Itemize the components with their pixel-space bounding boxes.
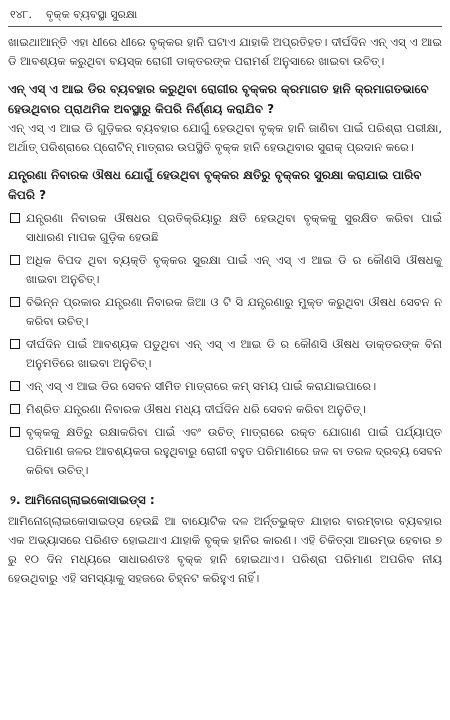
list-item xyxy=(8,423,442,480)
list-item-text: ବିଭିନ୍ନ ପ୍ରକାର ଯନ୍ତ୍ରଣା ନିବାରକ ଜିଆ ଓ ଟି ସି ଯନ୍ତ୍ରଣାରୁ ମୁକ୍ତ କରୁଥିବା ଔଷଧ ସେବନ ନ କରିବା ଉଚିତ୍। xyxy=(26,295,442,328)
list-item-text: ମିଶ୍ରିତ ଯନ୍ତ୍ରଣା ନିବାରକ ଔଷଧ ମଧ୍ୟ ଦୀର୍ଘଦିନ ଧରି ସେବନ କରିବା ଅନୁଚିତ୍। xyxy=(26,402,366,416)
page-header xyxy=(8,8,442,26)
list-item-text: ବୃକ୍କକୁ କ୍ଷତିରୁ ରକ୍ଷାକରିବା ପାଇଁ ଏବଂ ଉଚିତ୍ ମାତ୍ରାରେ ରକ୍ତ ଯୋଗାଣ ପାଇଁ ପର୍ଯ୍ୟାପ୍ତ ପରିମାଣ ଜଳର ଆବଶ୍ୟକତା ରହୁଥିବାରୁ ରୋଗୀ ବହୁତ ପରିମାଣରେ ଜଳ ବା ତରଳ ଦ୍ରବ୍ୟ ସେବନ କରିବା ଉଚିତ୍। xyxy=(26,425,442,477)
running-title: ବୃକ୍କ ବ୍ୟବସ୍ଥା ସୁରକ୍ଷା xyxy=(46,8,138,21)
section-heading: ୨. ଆମିନୋଗ୍ଲାଇକୋସାଇଡ୍ସ : xyxy=(10,493,155,507)
checkbox-bullet-icon xyxy=(10,339,20,349)
page-number: ୧୪୮. xyxy=(10,8,33,21)
answer-1: ଏନ୍ ଏସ୍ ଏ ଆଇ ଡି ଗୁଡ଼ିକର ବ୍ୟବହାର ଯୋଗୁଁ ହେଉଥିବା ବୃକ୍କ ହାନି ଜାଣିବା ପାଇଁ ପରିଶ୍ରା ପରୀକ୍ଷା, ଅର୍ଥାତ୍ ପରିଶ୍ରାରେ ପ୍ରୋଟିନ୍ ମାତ୍ରାର ଉପସ୍ଥିତି ବୃକ୍କ ହାନି ହେଉଥିବାର ସୁରାକ୍ ପ୍ରଦାନ କରେ। xyxy=(8,121,442,154)
list-item xyxy=(8,377,442,396)
precaution-list xyxy=(8,209,442,480)
list-item xyxy=(8,335,442,373)
section-body: ଆମିନୋଗ୍ଲାଇକୋସାଇଡ୍ସ ହେଉଛି ଆ ବାୟୋଟିକ ଦଳ ଅର୍ନ୍ତଭୁକ୍ତ ଯାହାର ବାରମ୍ବାର ବ୍ୟବହାର ଏକ ଅଭ୍ୟାସରେ ପରିଣତ ହୋଇଥାଏ ଯାହାକି ବୃକ୍କ ହାନିର କାରଣ। ଏହି ଚିକିତ୍ସା ଆରମ୍ଭ ହେବାର ୭ ରୁ ୧୦ ଦିନ ମଧ୍ୟରେ ସାଧାରଣତଃ ବୃକ୍କ ହାନି ହୋଇଥାଏ। ପରିଶ୍ରା ପରିମାଣ ଅପରିବ ନୀୟ ହେଉଥିବାରୁ ଏହି ସମସ୍ୟାକୁ ସହଜରେ ଚିହ୍ନଟ କରିହୁଏ ନାହିଁ। xyxy=(8,514,442,585)
list-item xyxy=(8,209,442,247)
list-item-text: ଦୀର୍ଘଦିନ ପାଇଁ ଆବଶ୍ୟକ ପଡୁଥିବା ଏନ୍ ଏସ୍ ଏ ଆଇ ଡି ର କୌଣସି ଔଷଧ ଡାକ୍ତରଙ୍କ ବିନା ଅନୁମତିରେ ଖାଇବା ଅନୁଚିତ୍। xyxy=(26,337,442,370)
checkbox-bullet-icon xyxy=(10,297,20,307)
checkbox-bullet-icon xyxy=(10,381,20,391)
list-item xyxy=(8,293,442,331)
list-item-text: ଏନ୍ ଏସ୍ ଏ ଆଇ ଡିର ସେବନ ସୀମିତ ମାତ୍ରାରେ କମ୍ ସମୟ ପାଇଁ କରାଯାଇପାରେ। xyxy=(26,379,377,393)
checkbox-bullet-icon xyxy=(10,404,20,414)
checkbox-bullet-icon xyxy=(10,427,20,437)
list-item-text: ଅଧିକ ବିପଦ ଥିବା ବ୍ୟକ୍ତି ବୃକ୍କର ସୁରକ୍ଷା ପାଇଁ ଏନ୍ ଏସ୍ ଏ ଆଇ ଡି ର କୌଣସି ଔଷଧକୁ ଖାଇବା ଅନୁଚିତ୍। xyxy=(26,253,442,286)
intro-paragraph: ଖାଇଥାଆନ୍ତି ଏହା ଧୀରେ ଧୀରେ ବୃକ୍କର ହାନି ଘଟାଏ ଯାହାକି ଅପ୍ରତିହତ। ଦୀର୍ଘଦିନ ଏନ୍ ଏସ୍ ଏ ଆଇ ଡି ଆବଶ୍ୟକ କରୁଥିବା ବୟସ୍କ ରୋଗୀ ଡାକ୍ତରଙ୍କ ପରାମର୍ଶ ଅନୁସାରେ ଖାଇବା ଉଚିତ୍। xyxy=(8,35,442,68)
list-item xyxy=(8,251,442,289)
question-1: ଏନ୍ ଏସ୍ ଏ ଆଇ ଡିର ବ୍ୟବହାର କରୁଥିବା ରୋଗୀର ବୃକ୍କର କ୍ରମାଗତ ହାନି କ୍ରମାଗତଭାବେ ହେଉଥିବାର ପ୍ରାଥମିକ ଅବସ୍ଥାରୁ କିପରି ନିର୍ଣ୍ଣୟ କରାଯିବ ? xyxy=(8,82,429,116)
question-2: ଯନ୍ତ୍ରଣା ନିବାରକ ଔଷଧ ଯୋଗୁଁ ହେଉଥିବା ବୃକ୍କର କ୍ଷତିରୁ ବୃକ୍କର ସୁରକ୍ଷା କରାଯାଇ ପାରିବ କିପରି ? xyxy=(8,168,422,202)
checkbox-bullet-icon xyxy=(10,255,20,265)
checkbox-bullet-icon xyxy=(10,213,20,223)
list-item-text: ଯନ୍ତ୍ରଣା ନିବାରକ ଔଷଧର ପ୍ରତିକ୍ରିୟାରୁ କ୍ଷତି ହେଉଥିବା ବୃକ୍କକୁ ସୁରକ୍ଷିତ କରିବା ପାଇଁ ସାଧାରଣ ମାପକ ଗୁଡ଼ିକ ହେଉଛି xyxy=(26,211,442,244)
list-item xyxy=(8,400,442,419)
header-divider xyxy=(8,26,442,27)
